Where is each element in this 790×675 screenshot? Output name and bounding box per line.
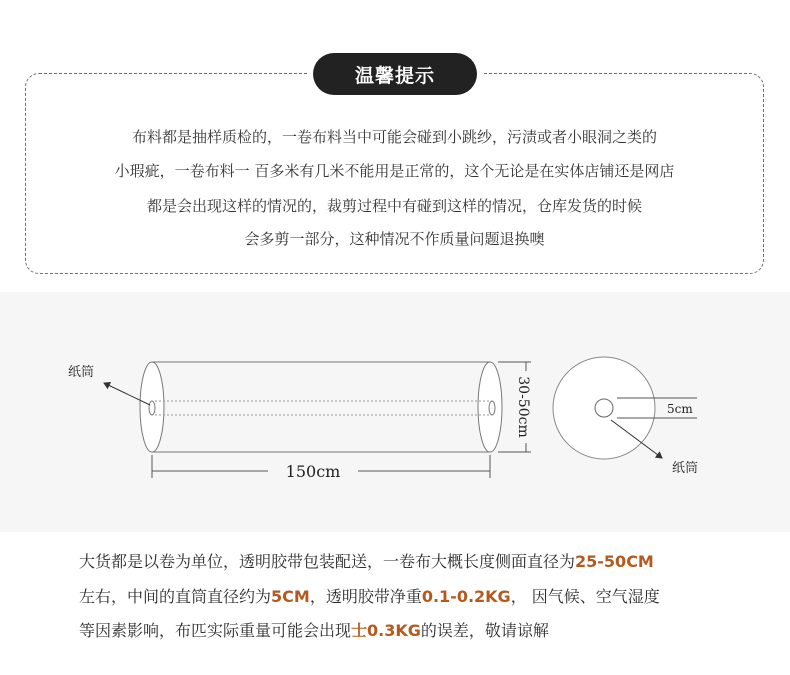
info-line-3-text-a: 等因素影响，布匹实际重量可能会出现 xyxy=(79,621,352,640)
info-line-3 xyxy=(79,620,549,642)
info-line-2-text-b: ，透明胶带净重 xyxy=(309,587,422,606)
length-label: 150cm xyxy=(285,462,341,481)
notice-line-3: 都是会出现这样的情况的，裁剪过程中有碰到这样的情况，仓库发货的时候 xyxy=(146,197,642,215)
tube-label-right: 纸筒 xyxy=(672,461,699,476)
info-line-2-text-a: 左右，中间的直筒直径约为 xyxy=(79,587,272,606)
diameter-label: 30-50cm xyxy=(515,376,531,438)
tube-label-left: 纸筒 xyxy=(68,365,95,380)
fabric-roll-side-view xyxy=(140,362,502,452)
notice-line-2: 小瑕疵，一卷布料一 百多米有几米不能用是正常的，这个无论是在实体店铺还是网店 xyxy=(114,162,675,180)
info-line-2 xyxy=(79,586,660,608)
notice-title-badge: 温馨提示 xyxy=(313,53,477,95)
notice-line-4: 会多剪一部分，这种情况不作质量问题退换噢 xyxy=(244,230,545,248)
notice-line-1: 布料都是抽样质检的，一卷布料当中可能会碰到小跳纱，污渍或者小眼洞之类的 xyxy=(131,128,657,146)
info-line-1-text: 大货都是以卷为单位，透明胶带包装配送，一卷布大概长度侧面直径为 xyxy=(79,552,576,571)
roll-diagram-svg xyxy=(0,292,790,532)
info-line-3-text-b: 的误差，敬请谅解 xyxy=(420,621,549,640)
core-diameter-highlight: 5CM xyxy=(271,587,310,606)
info-line-2-text-c: ， 因气候、空气湿度 xyxy=(510,587,660,606)
tape-weight-highlight: 0.1-0.2KG xyxy=(421,587,511,606)
roll-diameter-highlight: 25-50CM xyxy=(575,552,654,571)
core-diameter-label: 5cm xyxy=(667,402,693,416)
info-line-1 xyxy=(79,551,654,573)
weight-tolerance-highlight: 士0.3KG xyxy=(351,621,421,640)
roll-dimension-diagram xyxy=(0,292,790,532)
